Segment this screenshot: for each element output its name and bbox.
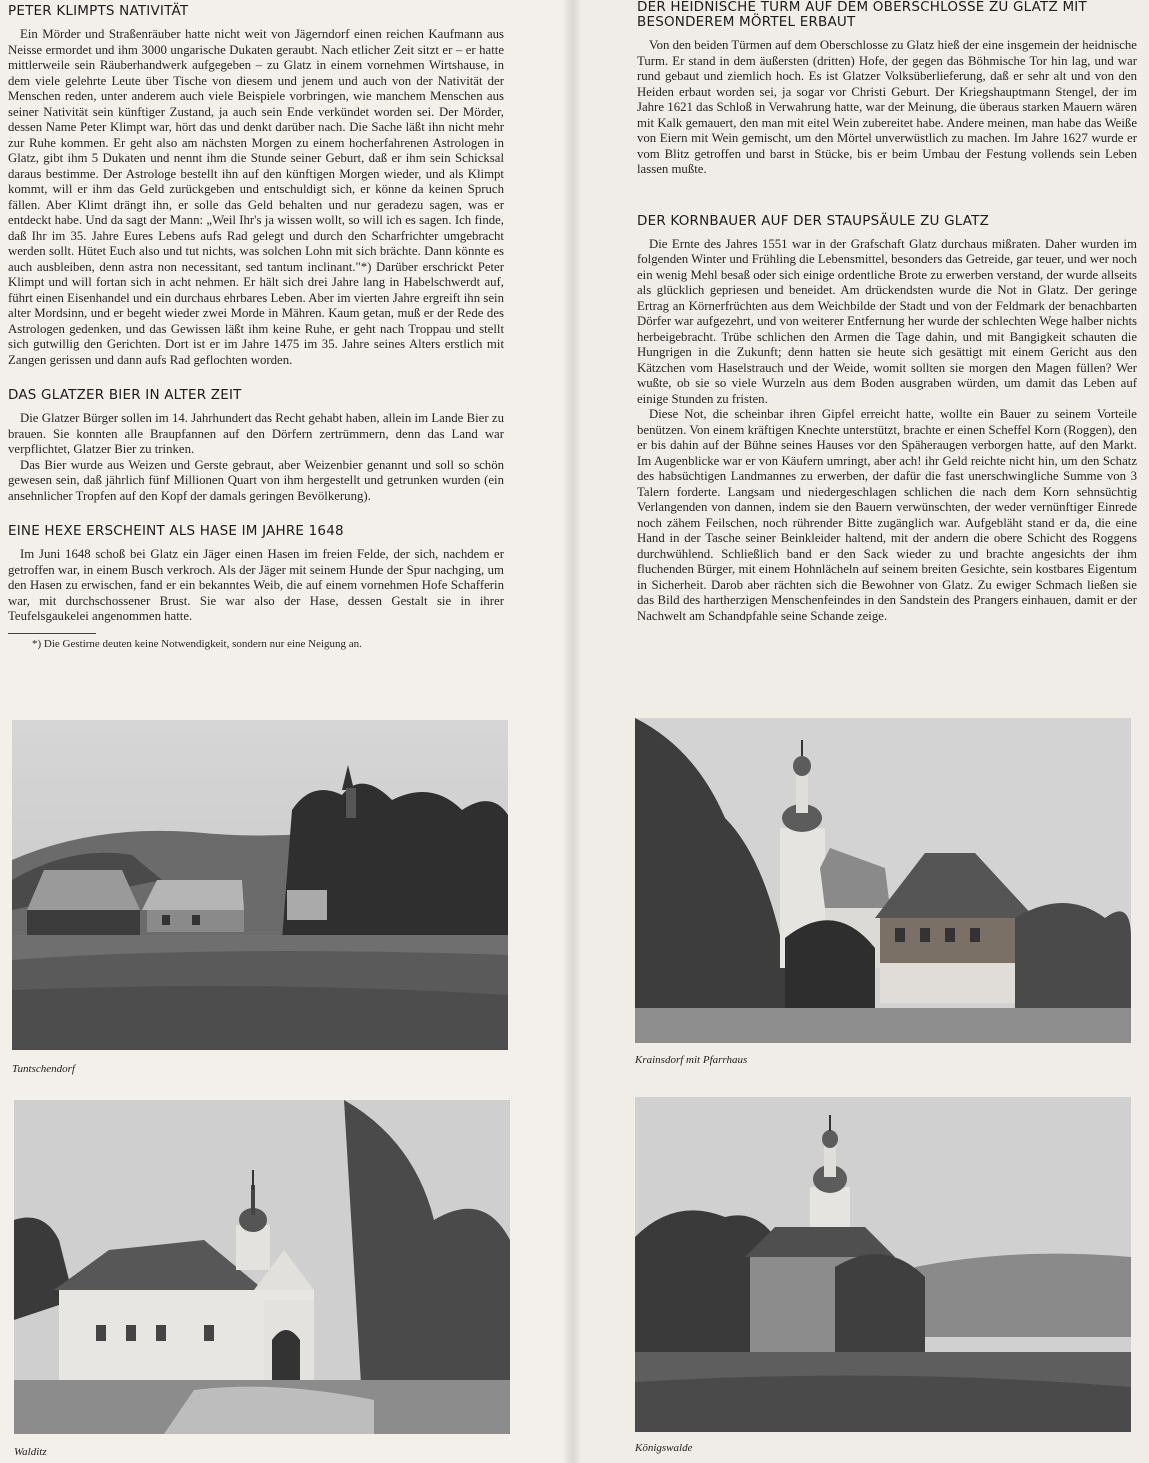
book-gutter	[562, 0, 582, 1463]
heading-heidnische-turm: DER HEIDNISCHE TURM AUF DEM OBERSCHLOSSE ZU GLATZ MIT BESONDEREM MÖRTEL ERBAUT	[637, 0, 1087, 30]
caption-krainsdorf: Krainsdorf mit Pfarrhaus	[635, 1054, 748, 1066]
photo-walditz	[14, 1100, 510, 1434]
right-text-column	[637, 0, 1137, 624]
paragraph: Diese Not, die scheinbar ihren Gipfel erreicht hatte, wollte ein Bauer zu seinem Vorteile benützen. Von einem kräftigen Knechte unterstützt, brachte er einen Scheffel Korn (Roggen), den er bis dahin auf der Bühne seines Hauses vor den Späheraugen verborgen hatte, auf den Markt. Im Augenblicke war er von Käufern umringt, aber ach! ihr Geld reichte nicht hin, um den Schatz des habsüchtigen Landmannes zu erwerben, der dafür die fast unerschwingliche Summe von 3 Talern forderte. Langsam und niedergeschlagen schlichen die nach dem Korn sehnsüchtig Verlangenden von dannen, indem sie den Bauern verwünschten, der weder vernünftiger Einrede noch zähem Feilschen, noch rührender Bitte zugänglich war. Aufgebläht stand er da, die eine Hand in der Tasche seiner Beinkleider haltend, mit der andern die obere Schicht des Roggens durchwühlend. Schließlich band er den Sack wieder zu und brachte angesichts der ihm fluchenden Bürger, mit einem Hohnlächeln auf seinem breiten Gesichte, sein kostbares Eigentum in Sicherheit. Darob aber rächten sich die Bewohner von Glatz. Zu ewiger Schmach ließen sie das Bild des hartherzigen Menschenfeindes in den Sandstein des Prangers einhauen, damit er der Nachwelt am Schandpfahle seine Schande zeige.	[637, 407, 1137, 623]
photo-tuntschendorf	[12, 720, 508, 1050]
left-page	[0, 0, 572, 1463]
footnote-rule	[8, 633, 96, 634]
heading-kornbauer: DER KORNBAUER AUF DER STAUPSÄULE ZU GLATZ	[637, 212, 990, 229]
caption-walditz: Walditz	[14, 1446, 47, 1458]
heading-hexe-hase: EINE HEXE ERSCHEINT ALS HASE IM JAHRE 1648	[8, 523, 344, 539]
paragraph: Ein Mörder und Straßenräuber hatte nicht weit von Jägerndorf einen reichen Kaufmann aus Neisse ermordet und ihm 3000 ungarische Dukaten geraubt. Nach etlicher Zeit sitzt er – er hatte mittlerweile sein Räuberhandwerk aufgegeben – zu Glatz in einem vornehmen Wirtshause, in dem viele gelehrte Leute über Tische von diesem und jenem und auch von der Nativität der Menschen reden, unter anderem auch viele Beispiele vorbringen, wie manchem Menschen aus seiner Nativität sein künftiger Zustand, ja auch sein Ende verkündet worden sei. Der Mörder, dessen Name Peter Klimpt war, hört das und denkt darüber nach. Die Sache läßt ihn nicht mehr zur Ruhe kommen. Er geht also am nächsten Morgen zu einem hocherfahrenen Astrologen in Glatz, gibt ihm 5 Dukaten und nennt ihm die Stunde seiner Geburt, daß er ihm sein Schicksal daraus bestimme. Der Astrologe bestellt ihn auf den künftigen Morgen wieder, und als Klimpt kommt, will er ihm das Geld zurückgeben und entschuldigt sich, er könne da keinen Spruch fällen. Aber Klimt drängt ihn, er solle das Geld behalten und nur geradezu sagen, was er entdeckt habe. Und da sagt der Mann: „Weil Ihr's ja wissen wollt, so will ich es sagen. Ich finde, daß Ihr im 35. Jahre Eures Lebens aufs Rad gelegt und durch den Scharfrichter umgebracht werden sollt. Hütet Euch also und tut nichts, was solchen Lohn mit sich brächte. Dann könnte es auch ausbleiben, denn astra non necessitant, sed tantum inclinant."*) Darüber erschrickt Peter Klimpt und will fortan sich in acht nehmen. Er hält sich drei Jahre lang in Habelschwerdt auf, führt einen Eisenhandel und ein durchaus ehrbares Leben. Aber im vierten Jahre ergreift ihn sein alter Mordsinn, und er begeht wieder zwei Morde in Mähren. Kaum getan, muß er der Rede des Astrologen gedenken, und das Gewissen läßt ihm keine Ruhe, er geht nach Troppau und stellt sich gutwillig den Gerichten. Dort ist er im Jahre 1475 im 35. Jahre seines Alters erstlich mit Zangen gerissen und dann aufs Rad geflochten worden.	[8, 27, 504, 367]
paragraph: Von den beiden Türmen auf dem Oberschlosse zu Glatz hieß der eine insgemein der heidnische Turm. Er stand in dem äußersten (dritten) Hofe, der gegen das Böhmische Tor hin lag, und war rund gebaut und ziemlich hoch. Es ist Glatzer Volksüberlieferung, daß er sehr alt und von den Heiden erbaut worden sei, ja sogar vor Christi Geburt. Der Kriegshauptmann Stengel, der im Jahre 1621 das Schloß in Verwahrung hatte, war der Meinung, die überaus starken Mauern wären mit Kalk gemauert, den man mit eitel Wein zubereitet habe. Andere meinen, man habe das Weiße von Eiern mit Wein gemischt, um den Mörtel unverwüstlich zu machen. Im Jahre 1627 wurde er vom Blitz getroffen und barst in Stücke, bis er beim Umbau der Festung vollends sein Leben lassen mußte.	[637, 38, 1137, 176]
heading-glatzer-bier: DAS GLATZER BIER IN ALTER ZEIT	[8, 387, 242, 403]
photo-krainsdorf	[635, 718, 1131, 1043]
right-page	[572, 0, 1149, 1463]
heading-peter-klimpt: PETER KLIMPTS NATIVITÄT	[8, 3, 189, 19]
left-text-column	[8, 4, 504, 651]
photo-koenigswalde	[635, 1097, 1131, 1432]
paragraph: Die Ernte des Jahres 1551 war in der Grafschaft Glatz durchaus mißraten. Daher wurden im folgenden Winter und Frühling die Lebensmittel, besonders das Getreide, gar teuer, und wer noch ein wenig Mehl besaß oder sich einige ordentliche Brote zu erwerben verstand, der wurde allseits als glücklich gepriesen und beneidet. Am drückendsten wurde die Not in Glatz. Der geringe Ertrag an Körnerfrüchten aus dem Weichbilde der Stadt und von der Feldmark der benachbarten Dörfer war aufgezehrt, und von weiterer Entfernung her wurde der schlechten Wege halber nichts herbeigebracht. Trübe schlichen den Armen die Tage dahin, und mit Bangigkeit schauten die Hungrigen in die Zukunft; denn hatten sie heute sich gesättigt mit einem Gericht aus den Kätzchen vom Haselstrauch und der Weide, womit sollten sie morgen den Magen füllen? Wer wußte, ob sie so viele Wurzeln aus dem Boden ausgraben würden, um damit das Leben auf einige Stunden zu fristen.	[637, 236, 1137, 406]
caption-koenigswalde: Königswalde	[635, 1442, 693, 1454]
paragraph: Das Bier wurde aus Weizen und Gerste gebraut, aber Weizenbier genannt und soll so schön gewesen sein, daß jährlich fünf Millionen Quart von ihm hergestellt und getrunken wurden (ein ansehnlicher Tropfen auf den Kopf der damals geringen Bevölkerung).	[8, 457, 504, 503]
paragraph: Die Glatzer Bürger sollen im 14. Jahrhundert das Recht gehabt haben, allein im Lande Bier zu brauen. Sie konnten alle Braupfannen auf den Dörfern zertrümmern, denn das Land war verpflichtet, Glatzer Bier zu trinken.	[8, 411, 504, 456]
paragraph: Im Juni 1648 schoß bei Glatz ein Jäger einen Hasen im freien Felde, der sich, nachdem er getroffen war, in einem Busch verkroch. Als der Jäger mit seinem Hunde der Spur nachging, um den Hasen zu erwischen, fand er ein bekanntes Weib, die auf einem vornehmen Hofe Schafferin war, mit durchschossener Brust. Sie war also der Hase, dessen Gestalt sie in ihrer Teufelsgaukelei angenommen hatte.	[8, 547, 504, 623]
caption-tuntschendorf: Tuntschendorf	[12, 1063, 75, 1075]
footnote: *) Die Gestirne deuten keine Notwendigkeit, sondern nur eine Neigung an.	[32, 637, 362, 650]
